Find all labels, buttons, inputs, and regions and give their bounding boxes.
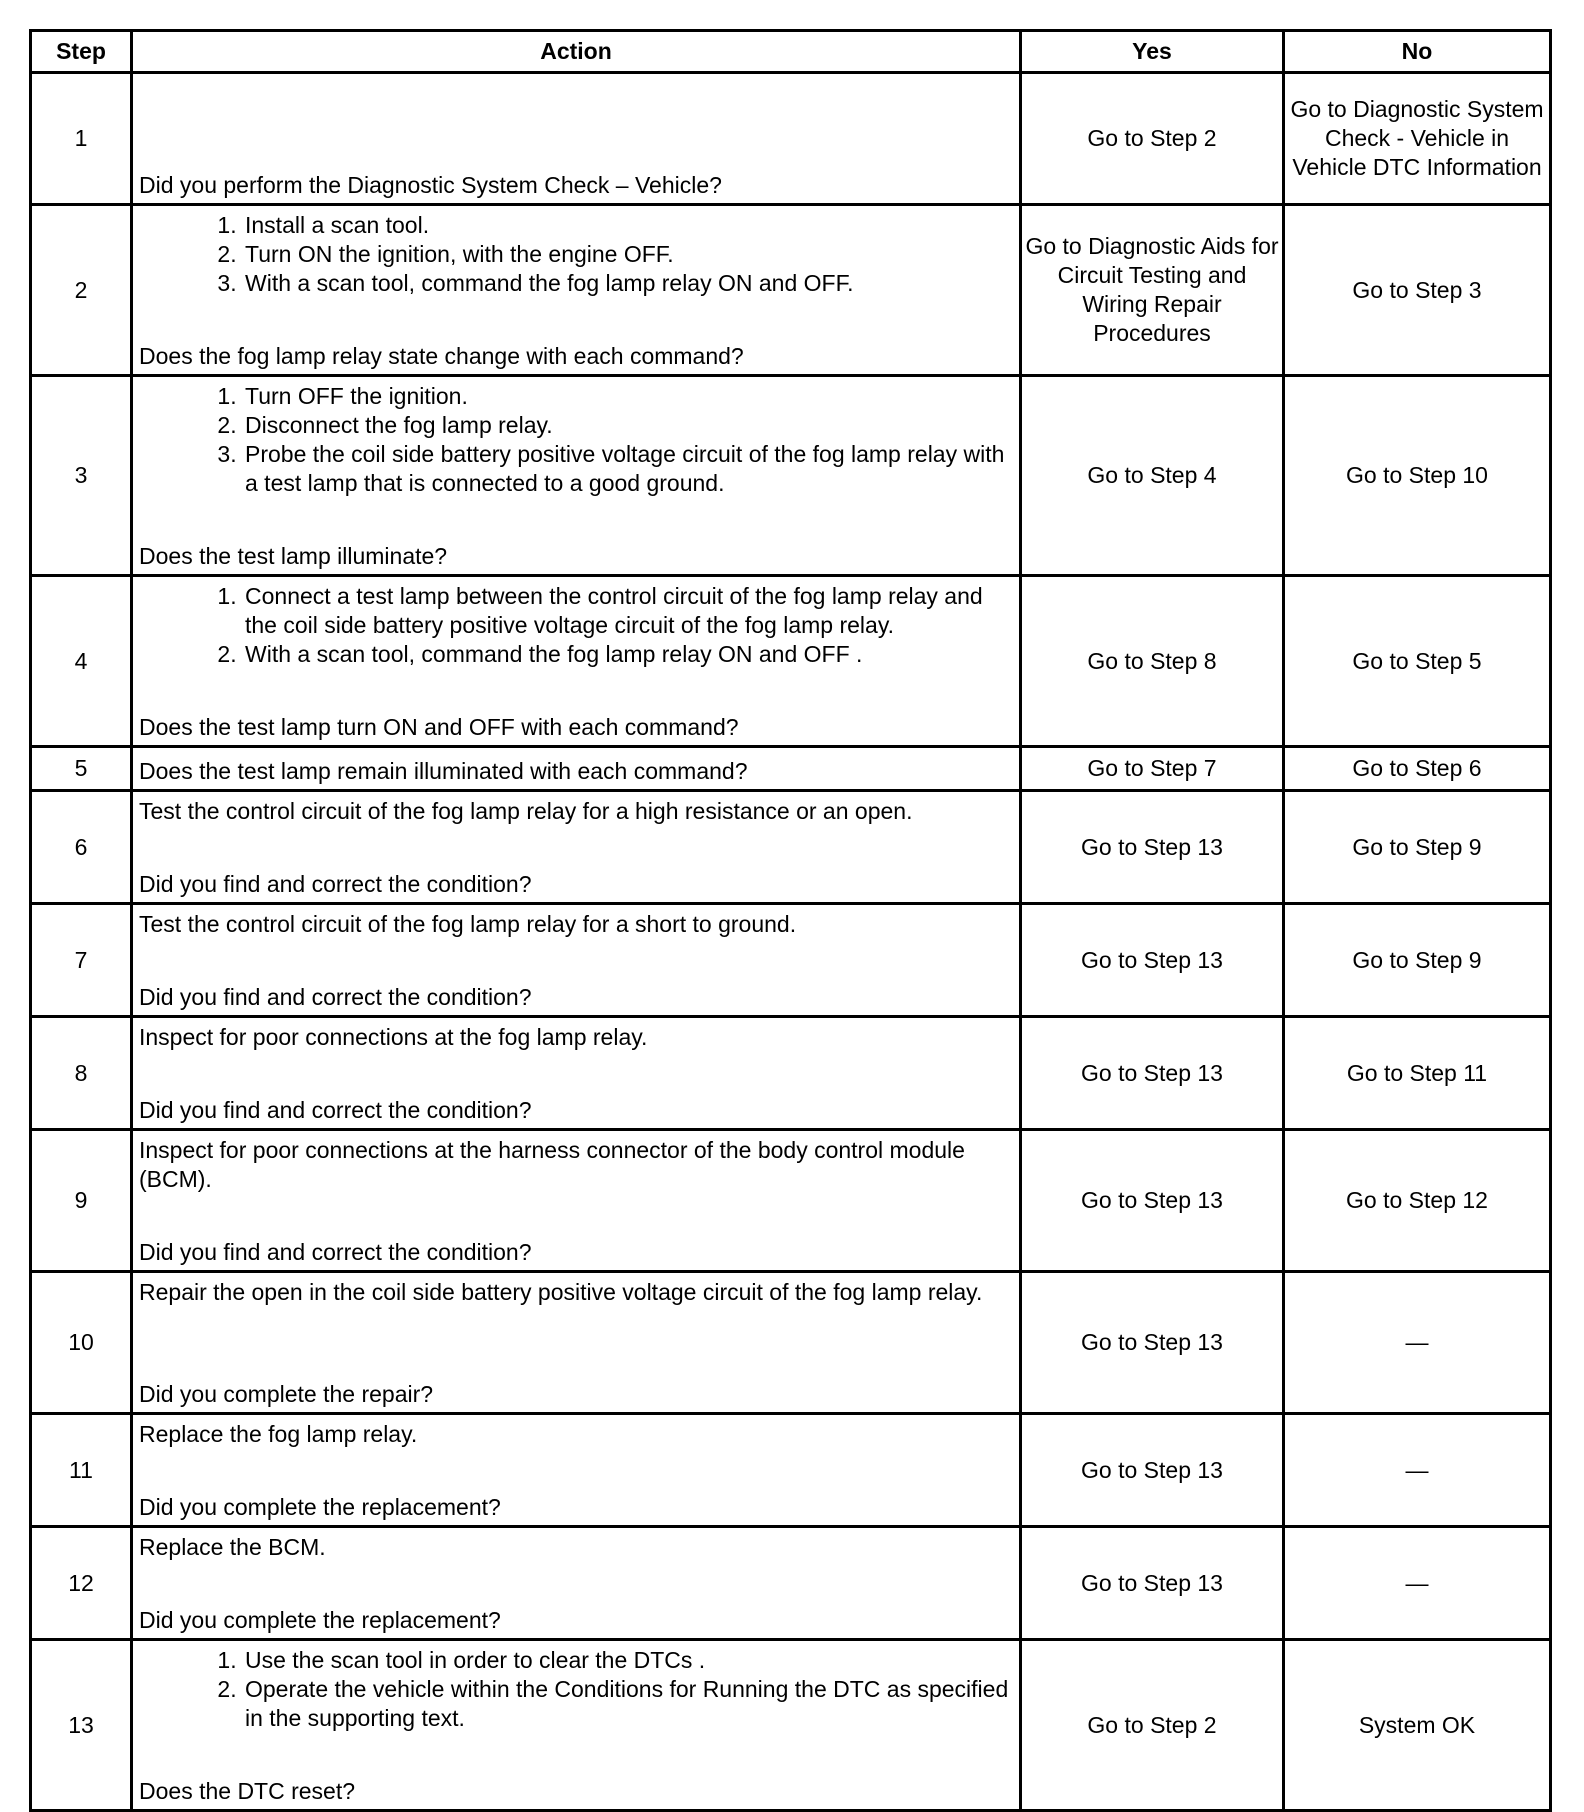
yes-result: Go to Step 13 — [1021, 1130, 1284, 1272]
header-no: No — [1284, 31, 1551, 73]
list-item: 2. With a scan tool, command the fog lamp relay ON and OFF . — [243, 640, 1013, 669]
action-cell — [132, 904, 1021, 1017]
action-cell — [132, 376, 1021, 576]
no-result: Go to Step 9 — [1284, 904, 1551, 1017]
instruction-text: Replace the BCM. — [139, 1533, 326, 1560]
question-text: Does the test lamp remain illuminated with each command? — [139, 757, 748, 784]
yes-result: Go to Step 8 — [1021, 576, 1284, 747]
no-result: System OK — [1284, 1640, 1551, 1811]
header-yes: Yes — [1021, 31, 1284, 73]
instruction-text: Inspect for poor connections at the fog lamp relay. — [139, 1023, 648, 1050]
list-item: 2. Disconnect the fog lamp relay. — [243, 411, 1013, 440]
action-instructions — [139, 910, 1013, 939]
no-result: Go to Step 5 — [1284, 576, 1551, 747]
list-item: 1. Connect a test lamp between the control circuit of the fog lamp relay and the coil side battery positive voltage circuit of the fog lamp relay. — [243, 582, 1013, 640]
action-cell — [132, 1272, 1021, 1414]
action-instructions — [139, 1136, 1013, 1194]
instruction-text: Test the control circuit of the fog lamp relay for a short to ground. — [139, 910, 797, 937]
instruction-list — [139, 211, 1013, 298]
yes-result: Go to Step 13 — [1021, 904, 1284, 1017]
action-instructions — [139, 797, 1013, 826]
header-step: Step — [31, 31, 132, 73]
table-row — [31, 1272, 1551, 1414]
action-instructions — [139, 582, 1013, 669]
instruction-list — [139, 382, 1013, 498]
question-text: Did you complete the replacement? — [139, 1606, 501, 1633]
table-row — [31, 904, 1551, 1017]
instruction-list — [139, 1646, 1013, 1733]
no-result: Go to Step 9 — [1284, 791, 1551, 904]
table-row — [31, 73, 1551, 205]
action-cell — [132, 1017, 1021, 1130]
table-row — [31, 1527, 1551, 1640]
action-cell — [132, 73, 1021, 205]
question-text: Did you find and correct the condition? — [139, 1238, 532, 1265]
step-number: 10 — [31, 1272, 132, 1414]
question-text: Did you find and correct the condition? — [139, 1096, 532, 1123]
step-number: 4 — [31, 576, 132, 747]
header-action: Action — [132, 31, 1021, 73]
action-cell — [132, 576, 1021, 747]
instruction-text: Replace the fog lamp relay. — [139, 1420, 418, 1447]
no-result: Go to Step 10 — [1284, 376, 1551, 576]
step-number: 1 — [31, 73, 132, 205]
question-text: Did you find and correct the condition? — [139, 870, 532, 897]
yes-result: Go to Step 13 — [1021, 1272, 1284, 1414]
table-row — [31, 1017, 1551, 1130]
question-text: Does the DTC reset? — [139, 1777, 356, 1804]
step-number: 6 — [31, 791, 132, 904]
question-text: Did you complete the replacement? — [139, 1493, 501, 1520]
action-instructions — [139, 382, 1013, 498]
no-result: — — [1284, 1272, 1551, 1414]
action-instructions — [139, 1533, 1013, 1562]
step-number: 5 — [31, 747, 132, 791]
action-instructions — [139, 1420, 1013, 1449]
table-row — [31, 205, 1551, 376]
yes-result: Go to Step 4 — [1021, 376, 1284, 576]
action-cell — [132, 1640, 1021, 1811]
action-instructions — [139, 1278, 1013, 1307]
no-result: Go to Step 12 — [1284, 1130, 1551, 1272]
table-row — [31, 376, 1551, 576]
yes-result: Go to Step 7 — [1021, 747, 1284, 791]
no-result: — — [1284, 1527, 1551, 1640]
step-number: 7 — [31, 904, 132, 1017]
step-number: 13 — [31, 1640, 132, 1811]
no-result: Go to Step 11 — [1284, 1017, 1551, 1130]
yes-result: Go to Step 13 — [1021, 791, 1284, 904]
instruction-text: Repair the open in the coil side battery positive voltage circuit of the fog lamp relay. — [139, 1278, 983, 1305]
step-number: 11 — [31, 1414, 132, 1527]
yes-result: Go to Step 2 — [1021, 73, 1284, 205]
table-row — [31, 791, 1551, 904]
list-item: 1. Use the scan tool in order to clear the DTCs . — [243, 1646, 1013, 1675]
diagnostic-table — [29, 29, 1552, 1812]
action-cell — [132, 1527, 1021, 1640]
list-item: 1. Turn OFF the ignition. — [243, 382, 1013, 411]
action-cell — [132, 747, 1021, 791]
no-result: — — [1284, 1414, 1551, 1527]
instruction-text: Test the control circuit of the fog lamp relay for a high resistance or an open. — [139, 797, 913, 824]
action-cell — [132, 205, 1021, 376]
question-text: Does the test lamp turn ON and OFF with each command? — [139, 713, 739, 740]
step-number: 3 — [31, 376, 132, 576]
table-row — [31, 576, 1551, 747]
list-item: 3. Probe the coil side battery positive voltage circuit of the fog lamp relay with a test lamp that is connected to a good ground. — [243, 440, 1013, 498]
list-item: 2. Operate the vehicle within the Conditions for Running the DTC as specified in the supporting text. — [243, 1675, 1013, 1733]
action-instructions — [139, 1023, 1013, 1052]
yes-result: Go to Diagnostic Aids for Circuit Testing and Wiring Repair Procedures — [1021, 205, 1284, 376]
yes-result: Go to Step 13 — [1021, 1017, 1284, 1130]
table-row — [31, 1414, 1551, 1527]
action-cell — [132, 1130, 1021, 1272]
action-cell — [132, 1414, 1021, 1527]
question-text: Does the test lamp illuminate? — [139, 542, 448, 569]
action-instructions — [139, 1646, 1013, 1733]
instruction-text: Inspect for poor connections at the harness connector of the body control module (BCM). — [139, 1136, 965, 1192]
step-number: 9 — [31, 1130, 132, 1272]
yes-result: Go to Step 13 — [1021, 1527, 1284, 1640]
yes-result: Go to Step 13 — [1021, 1414, 1284, 1527]
question-text: Did you find and correct the condition? — [139, 983, 532, 1010]
no-result: Go to Step 3 — [1284, 205, 1551, 376]
no-result: Go to Step 6 — [1284, 747, 1551, 791]
action-instructions — [139, 211, 1013, 298]
no-result: Go to Diagnostic System Check - Vehicle in Vehicle DTC Information — [1284, 73, 1551, 205]
step-number: 2 — [31, 205, 132, 376]
list-item: 2. Turn ON the ignition, with the engine OFF. — [243, 240, 1013, 269]
table-row — [31, 1130, 1551, 1272]
list-item: 1. Install a scan tool. — [243, 211, 1013, 240]
question-text: Does the fog lamp relay state change with each command? — [139, 342, 744, 369]
step-number: 8 — [31, 1017, 132, 1130]
list-item: 3. With a scan tool, command the fog lamp relay ON and OFF. — [243, 269, 1013, 298]
instruction-list — [139, 582, 1013, 669]
table-row — [31, 1640, 1551, 1811]
action-cell — [132, 791, 1021, 904]
question-text: Did you complete the repair? — [139, 1380, 434, 1407]
header-row — [31, 31, 1551, 73]
question-text: Did you perform the Diagnostic System Check – Vehicle? — [139, 171, 722, 198]
yes-result: Go to Step 2 — [1021, 1640, 1284, 1811]
table-row — [31, 747, 1551, 791]
step-number: 12 — [31, 1527, 132, 1640]
